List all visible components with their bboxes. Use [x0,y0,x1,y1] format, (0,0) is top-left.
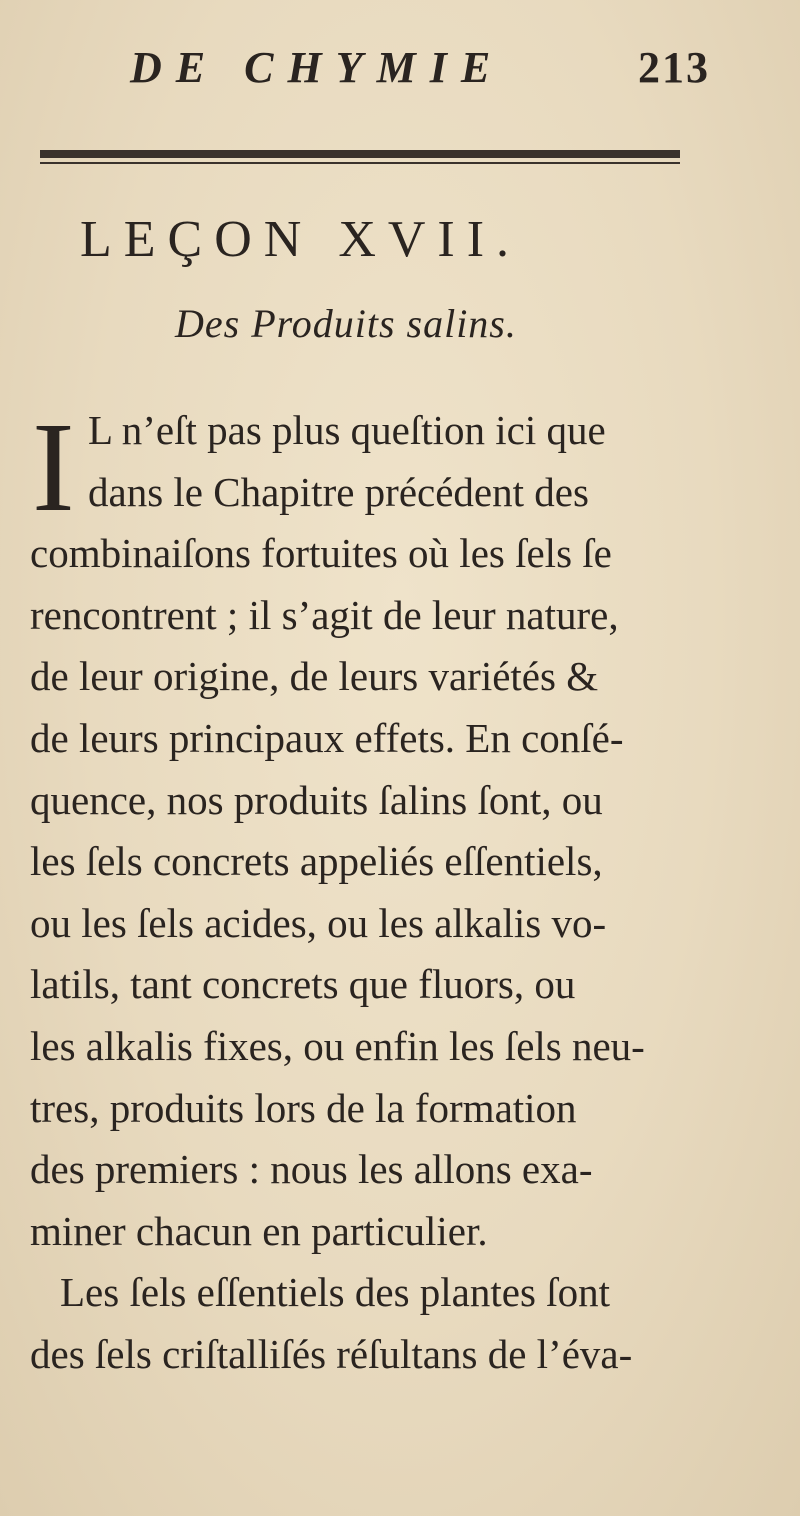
text-line: les alkalis fixes, ou enfin les ſels neu- [30,1022,645,1069]
text-line: miner chacun en particulier. [30,1207,488,1254]
rule-thin [40,162,680,164]
text-line: L n’eſt pas plus queſtion ici que [88,407,606,453]
text-line: des premiers : nous les allons exa- [30,1146,593,1193]
text-line: de leur origine, de leurs variétés & [30,653,599,700]
text-line: combinaiſons fortuites où les ſels ſe [30,530,612,577]
text-line: de leurs principaux effets. En conſé- [30,714,624,761]
drop-cap: I [32,396,75,538]
text-line: Les ſels eſſentiels des plantes ſont [60,1269,610,1316]
running-title: DE CHYMIE [130,43,505,92]
text-line: latils, tant concrets que fluors, ou [30,961,576,1008]
chapter-subtitle: Des Produits salins. [175,301,517,346]
text-line: rencontrent ; il s’agit de leur nature, [30,591,619,638]
text-line: quence, nos produits ſalins ſont, ou [30,776,603,823]
page-number: 213 [638,43,710,92]
running-head [130,42,710,102]
text-line: des ſels criſtalliſés réſultans de l’éva- [30,1330,633,1377]
text-line: ou les ſels acides, ou les alkalis vo- [30,899,607,946]
chapter-title: LEÇON XVII. [80,211,522,268]
body-text [30,396,730,1386]
ornamental-rule [40,150,680,170]
text-line: les ſels concrets appeliés eſſentiels, [30,838,603,885]
text-line: dans le Chapitre précédent des [88,468,589,515]
rule-thick [40,150,680,158]
text-line: tres, produits lors de la formation [30,1084,577,1131]
